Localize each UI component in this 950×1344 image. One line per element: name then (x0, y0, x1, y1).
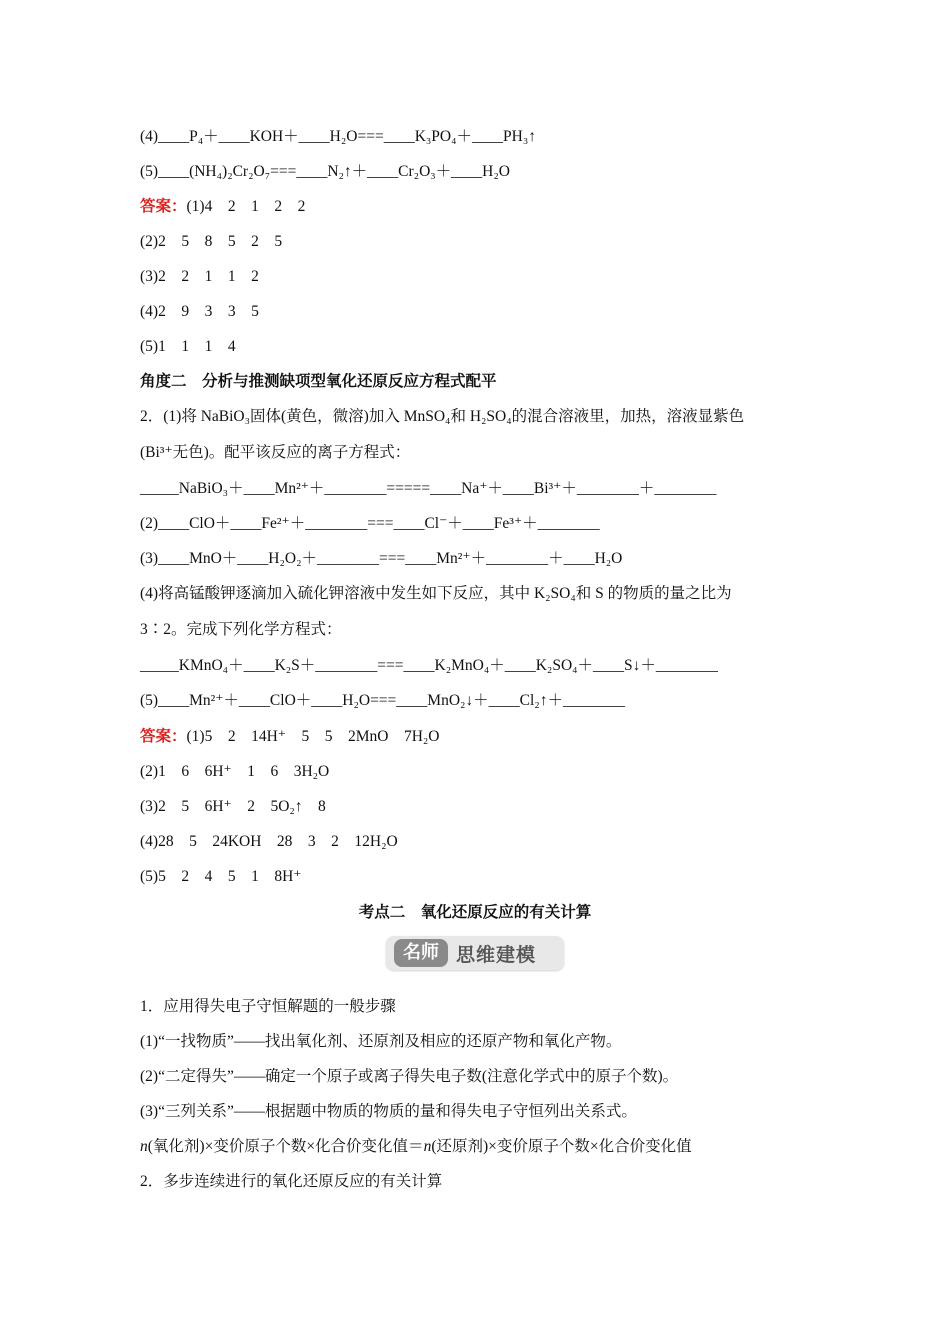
answer-label: 答案： (140, 198, 187, 215)
answer-2-line-4: (4)28 5 24KOH 28 3 2 12H₂O (140, 833, 398, 850)
formula-part-b: (还原剂)×变价原子个数×化合价变化值 (431, 1138, 692, 1155)
paragraph-5: 2．多步连续进行的氧化还原反应的有关计算 (140, 1173, 443, 1190)
question-2-equation-5: (5)____Mn²⁺＋____ClO＋____H₂O===____MnO₂↓＋____Cl₂↑＋________ (140, 692, 625, 709)
question-2-intro-cont: (Bi³⁺无色)。配平该反应的离子方程式： (140, 444, 411, 461)
question-2-equation-4: _____KMnO₄＋____K₂S＋________===____K₂MnO₄＋____K₂SO₄＋____S↓＋________ (140, 657, 718, 674)
answer-1-line-2: (2)2 5 8 5 2 5 (140, 233, 283, 250)
answer-label: 答案： (140, 728, 187, 745)
question-2-equation-2: (2)____ClO＋____Fe²⁺＋________===____Cl⁻＋____Fe³⁺＋________ (140, 515, 600, 532)
question-2-equation-1: _____NaBiO₃＋____Mn²⁺＋________=====____Na⁺＋____Bi³⁺＋________＋________ (140, 480, 717, 497)
paragraph-4: (3)“三列关系”——根据题中物质的物质的量和得失电子守恒列出关系式。 (140, 1103, 637, 1120)
paragraph-1: 1．应用得失电子守恒解题的一般步骤 (140, 998, 396, 1015)
formula-line (140, 1137, 692, 1157)
angle-two-heading: 角度二 分析与推测缺项型氧化还原反应方程式配平 (140, 373, 497, 390)
formula-n-reductant: n (423, 1138, 432, 1155)
exercise-5-equation: (5)____(NH₄)₂Cr₂O₇===____N₂↑＋____Cr₂O₃＋____H₂O (140, 163, 510, 180)
formula-part-a: (氧化剂)×变价原子个数×化合价变化值＝ (147, 1138, 424, 1155)
answer-value: (1)5 2 14H⁺ 5 5 2MnO 7H₂O (186, 728, 440, 745)
answer-1-line-1 (140, 197, 305, 217)
badge-right-label: 思维建模 (456, 943, 537, 966)
answer-2-line-1 (140, 727, 439, 747)
badge-left-label: 名师 (394, 939, 448, 967)
formula-n-oxidant: n (140, 1138, 148, 1155)
question-2-part-4-cont: 3∶2。完成下列化学方程式： (140, 621, 342, 638)
paragraph-3: (2)“二定得失”——确定一个原子或离子得失电子数(注意化学式中的原子个数)。 (140, 1068, 679, 1085)
exercise-4-equation: (4)____P₄＋____KOH＋____H₂O===____K₃PO₄＋____PH₃↑ (140, 128, 536, 145)
answer-2-line-2: (2)1 6 6H⁺ 1 6 3H₂O (140, 763, 330, 780)
answer-1-line-3: (3)2 2 1 1 2 (140, 268, 259, 285)
answer-1-line-4: (4)2 9 3 3 5 (140, 303, 259, 320)
expert-thinking-badge (386, 936, 564, 970)
question-2-intro: 2．(1)将 NaBiO₃固体(黄色，微溶)加入 MnSO₄和 H₂SO₄的混合溶液里，加热，溶液显紫色 (140, 408, 745, 425)
answer-value: (1)4 2 1 2 2 (186, 198, 306, 215)
answer-2-line-5: (5)5 2 4 5 1 8H⁺ (140, 868, 302, 885)
question-2-part-4: (4)将高锰酸钾逐滴加入硫化钾溶液中发生如下反应，其中 K₂SO₄和 S 的物质的量之比为 (140, 585, 732, 602)
question-2-equation-3: (3)____MnO＋____H₂O₂＋________===____Mn²⁺＋________＋____H₂O (140, 550, 623, 567)
answer-2-line-3: (3)2 5 6H⁺ 2 5O₂↑ 8 (140, 798, 326, 815)
answer-1-line-5: (5)1 1 1 4 (140, 338, 236, 355)
paragraph-2: (1)“一找物质”——找出氧化剂、还原剂及相应的还原产物和氧化产物。 (140, 1033, 622, 1050)
section-title: 考点二 氧化还原反应的有关计算 (358, 904, 592, 921)
